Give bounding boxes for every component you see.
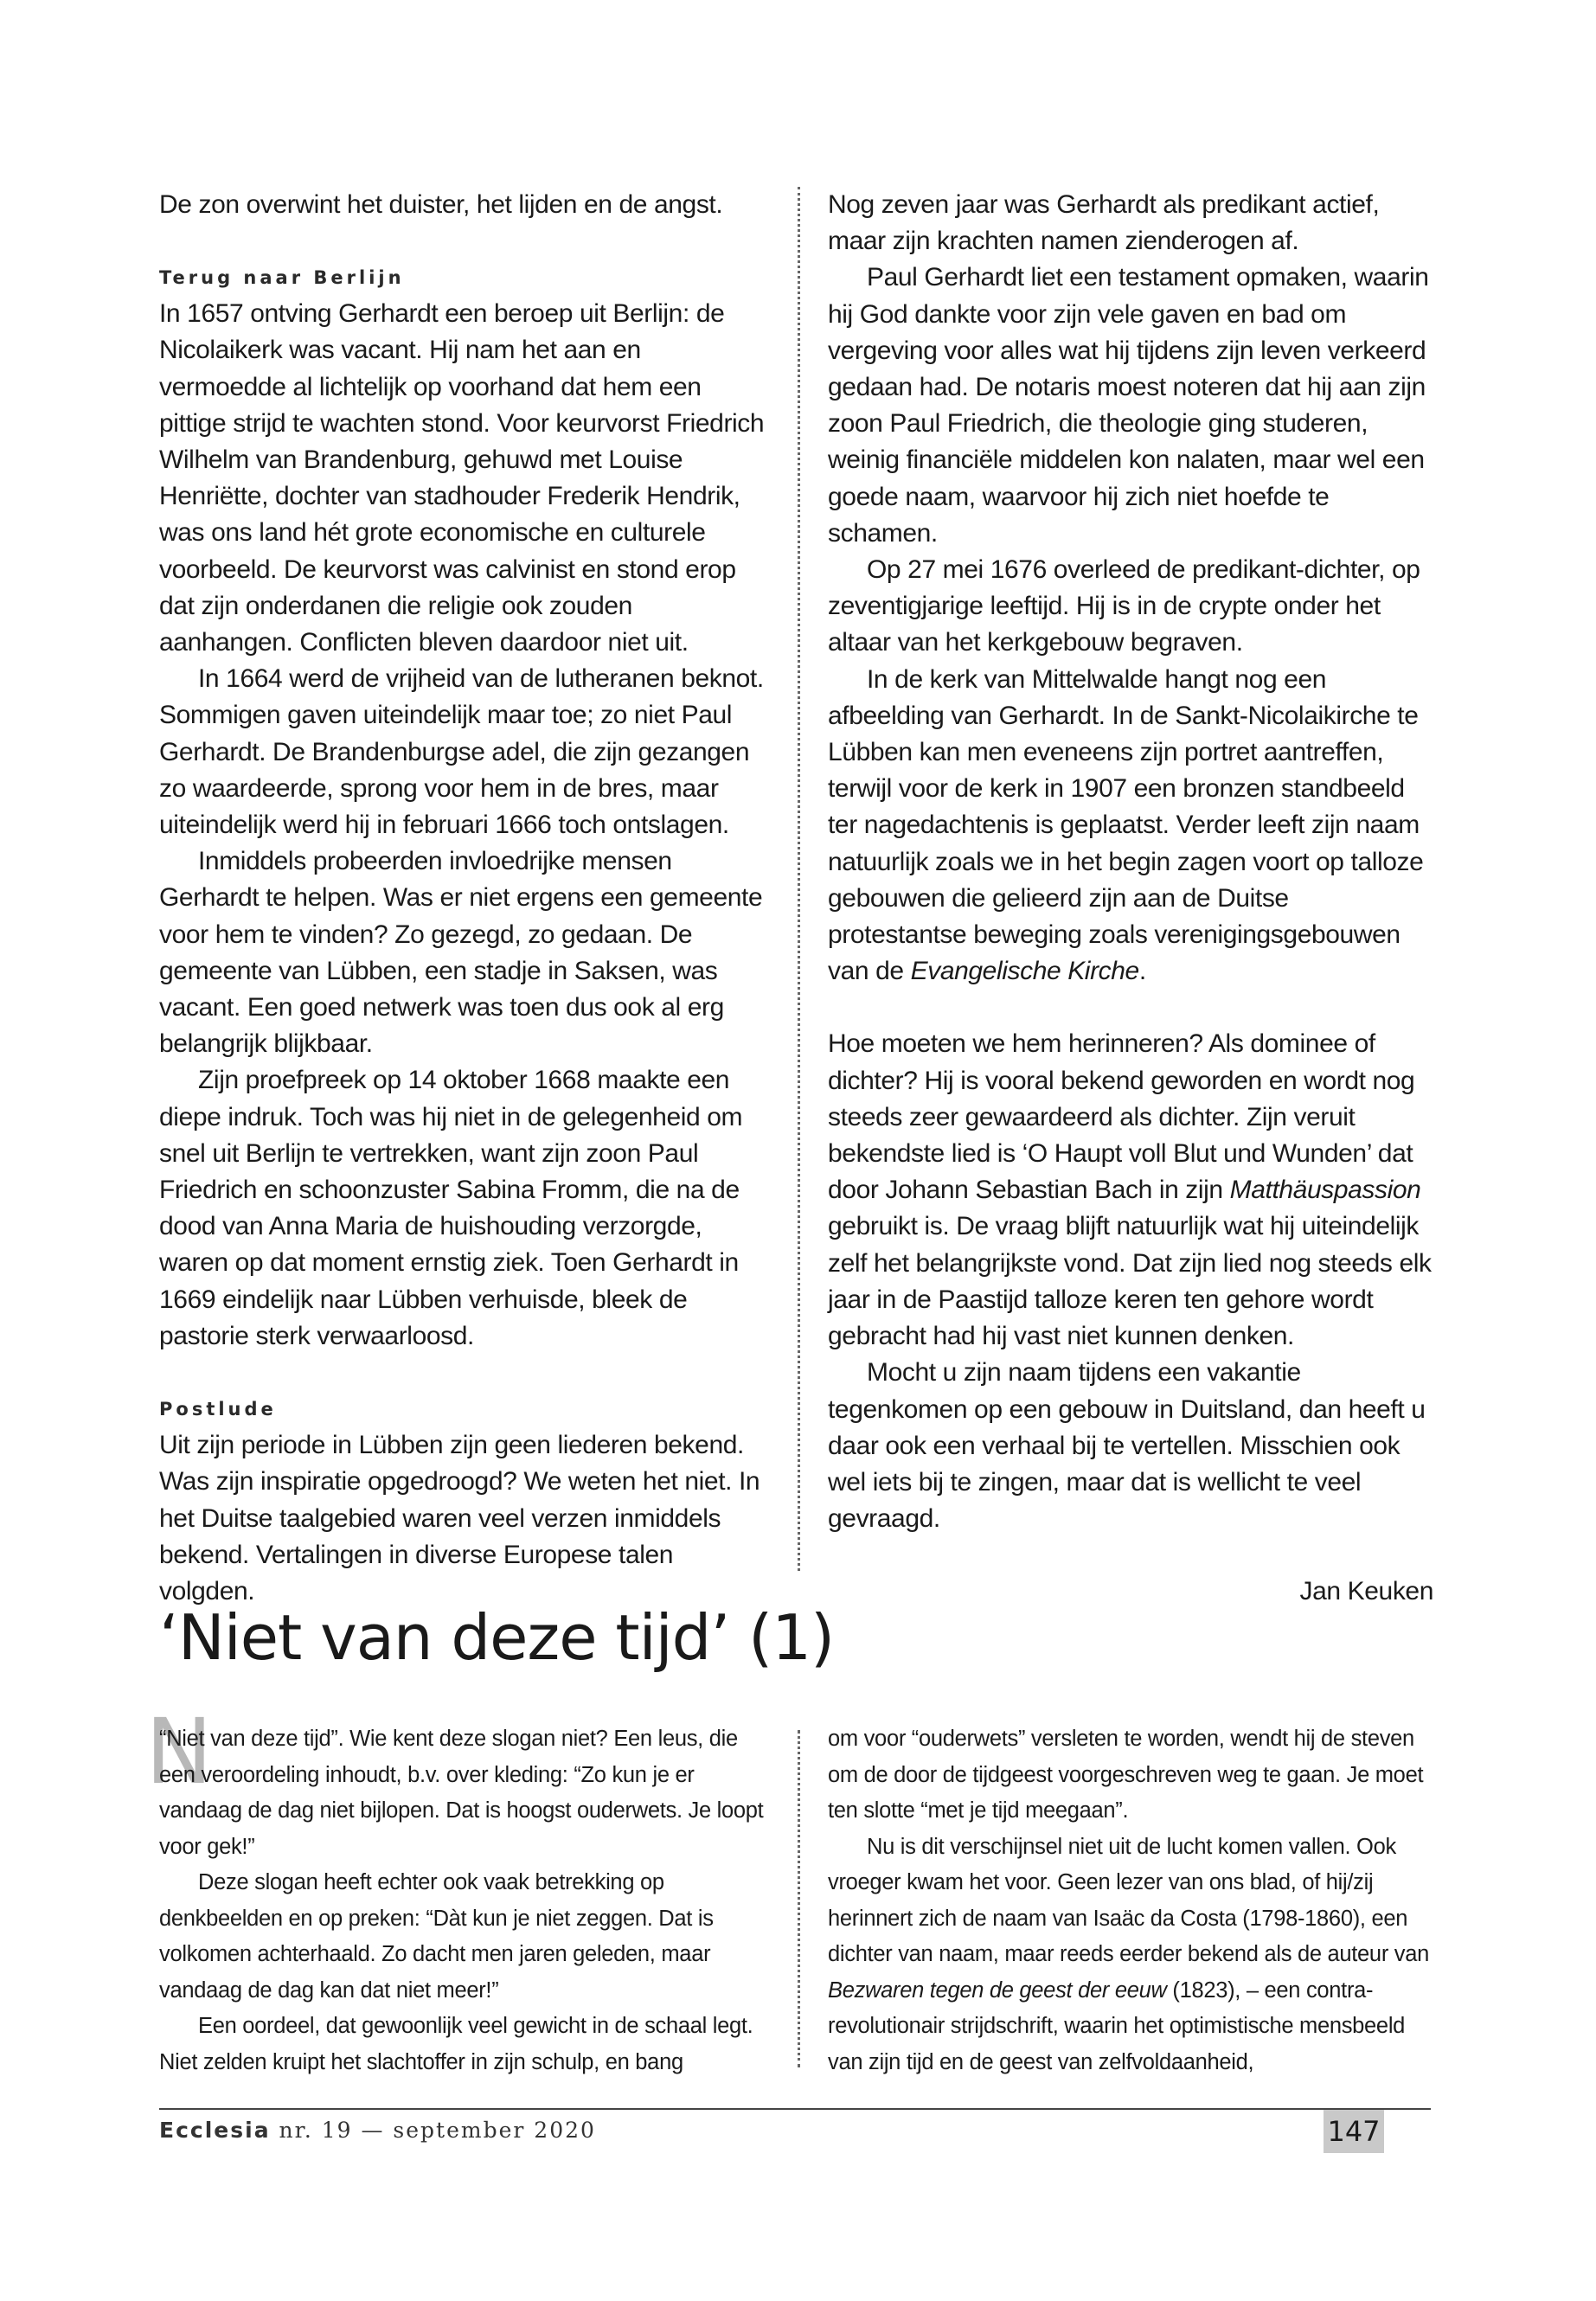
article2-left-column (159, 1721, 770, 2080)
paragraph: Een oordeel, dat gewoonlijk veel gewicht in de schaal legt. Niet zelden kruipt het slachtoffer in zijn schulp, en bang (159, 2014, 753, 2074)
italic-title-matthauspassion: Matthäuspassion (1229, 1176, 1421, 1205)
italic-title-evangelische-kirche: Evangelische Kirche (910, 957, 1139, 986)
column-divider (798, 187, 800, 1571)
paragraph: Zijn proefpreek op 14 oktober 1668 maakte een diepe indruk. Toch was hij niet in de gelegenheid om snel uit Berlijn te vertrekken, want zijn zoon Paul Friedrich en schoonzuster Sabina Fromm, die na de dood van Anna Maria de huishouding verzorgde, waren op dat moment ernstig ziek. Toen Gerhardt in 1669 eindelijk naar Lübben verhuisde, bleek de pastorie sterk verwaarloosd. (159, 1066, 743, 1350)
issue-info: nr. 19 — september 2020 (270, 2118, 596, 2143)
paragraph: Uit zijn periode in Lübben zijn geen liederen bekend. Was zijn inspiratie opgedroogd? We weten het niet. In het Duitse taalgebied waren veel verzen inmiddels bekend. Vertalingen in diverse Europese talen volgden. (159, 1431, 760, 1606)
paragraph (828, 662, 1433, 990)
text-run: Nu is dit verschijnsel niet uit de lucht komen vallen. Ook vroeger kwam het voor. Geen lezer van ons blad, of hij/zij herinnert zich de naam van Isaäc da Costa (1798-1860), een dichter van naam, maar reeds eerder bekend als de auteur van (828, 1834, 1430, 1966)
paragraph (828, 1026, 1433, 1355)
article-title: ‘Niet van deze tijd’ (1) (159, 1601, 835, 1674)
footer-issue-line (159, 2118, 596, 2143)
text-run: In de kerk van Mittelwalde hangt nog een afbeelding van Gerhardt. In de Sankt-Nicolaikirche te Lübben kan men eveneens zijn portret aantreffen, terwijl voor de kerk in 1907 een bronzen standbeeld ter nagedachtenis is geplaatst. Verder leeft zijn naam natuurlijk zoals we in het begin zagen voort op talloze gebouwen die gelieerd zijn aan de Duitse protestantse beweging zoals verenigingsgebouwen van de (828, 664, 1424, 986)
paragraph: De zon overwint het duister, het lijden en de angst. (159, 190, 723, 219)
paragraph: In 1664 werd de vrijheid van de lutheranen beknot. Sommigen gaven uiteindelijk maar toe; zo niet Paul Gerhardt. De Brandenburgse adel, die zijn gezangen zo waardeerde, sprong voor hem in de bres, maar uiteindelijk werd hij in februari 1666 toch ontslagen. (159, 664, 764, 840)
drop-cap: N (145, 1699, 213, 1804)
paragraph: Mocht u zijn naam tijdens een vakantie tegenkomen op een gebouw in Duitsland, dan heeft u daar ook een verhaal bij te vertellen. Misschien ook wel iets bij te zingen, maar dat is wellicht te veel gevraagd. (828, 1358, 1426, 1534)
paragraph: Op 27 mei 1676 overleed de predikant-dichter, op zeventigjarige leeftijd. Hij is in de crypte onder het altaar van het kerkgebouw begraven. (828, 555, 1420, 657)
article2-right-column (828, 1721, 1433, 2080)
text-run: Hoe moeten we hem herinneren? Als dominee of dichter? Hij is vooral bekend geworden en wordt nog steeds zeer gewaardeerd als dichter. Zijn veruit bekendste lied is ‘O Haupt voll Blut und Wunden’ dat door Johann Sebastian Bach in zijn (828, 1029, 1415, 1205)
article1-right-column (828, 187, 1433, 1611)
column-divider (798, 1730, 800, 2067)
paragraph (828, 1830, 1433, 2081)
journal-name: Ecclesia (159, 2118, 271, 2143)
paragraph: In 1657 ontving Gerhardt een beroep uit Berlijn: de Nicolaikerk was vacant. Hij nam het aan en vermoedde al lichtelijk op voorhand dat hem een pittige strijd te wachten stond. Voor keurvorst Friedrich Wilhelm van Brandenburg, gehuwd met Louise Henriëtte, dochter van stadhouder Frederik Hendrik, was ons land hét grote economische en culturele voorbeeld. De keurvorst was calvinist en stond erop dat zijn onderdanen die religie ook zouden aanhangen. Conflicten bleven daardoor niet uit. (159, 299, 765, 657)
text-run: gebruikt is. De vraag blijft natuurlijk wat hij uiteindelijk zelf het belangrijkste vond. Dat zijn lied nog steeds elk jaar in de Paastijd talloze keren ten gehore wordt gebracht had hij vast niet kunnen denken. (828, 1212, 1432, 1351)
footer-rule (159, 2108, 1431, 2110)
paragraph: om voor “ouderwets” versleten te worden, wendt hij de steven om de door de tijdgeest voorgeschreven weg te gaan. Je moet ten slotte “met je tijd meegaan”. (828, 1727, 1424, 1823)
page-number: 147 (1324, 2110, 1384, 2153)
paragraph: “Niet van deze tijd”. Wie kent deze slogan niet? Een leus, die een veroordeling inhoudt, b.v. over kleding: “Zo kun je er vandaag de dag niet bijlopen. Dat is hoogst ouderwets. Je loopt voor gek!” (159, 1727, 764, 1859)
section-heading-postlude: Postlude (159, 1399, 277, 1420)
paragraph: Paul Gerhardt liet een testament opmaken, waarin hij God dankte voor zijn vele gaven en bad om vergeving voor alles wat hij tijdens zijn leven verkeerd gedaan had. De notaris moest noteren dat hij aan zijn zoon Paul Friedrich, die theologie ging studeren, weinig financiële middelen kon nalaten, maar wel een goede naam, waarvoor hij zich niet hoefde te schamen. (828, 263, 1429, 548)
paragraph: Nog zeven jaar was Gerhardt als predikant actief, maar zijn krachten namen zienderogen af. (828, 190, 1380, 256)
article1-left-column (159, 187, 770, 1610)
text-run: . (1138, 957, 1146, 986)
author-signature: Jan Keuken (1299, 1577, 1433, 1606)
paragraph: Deze slogan heeft echter ook vaak betrekking op denkbeelden en op preken: “Dàt kun je niet zeggen. Dat is volkomen achterhaald. Zo dacht men jaren geleden, maar vandaag de dag kan dat niet meer!” (159, 1870, 714, 2003)
section-heading-terug-naar-berlijn: Terug naar Berlijn (159, 267, 405, 289)
paragraph: Inmiddels probeerden invloedrijke mensen Gerhardt te helpen. Was er niet ergens een gemeente voor hem te vinden? Zo gezegd, zo gedaan. De gemeente van Lübben, een stadje in Saksen, was vacant. Een goed netwerk was toen dus ook al erg belangrijk blijkbaar. (159, 847, 763, 1059)
italic-title-bezwaren: Bezwaren tegen de geest der eeuw (828, 1977, 1167, 2003)
text-run: (1823), – een contra-revolutionair strijdschrift, waarin het optimistische mensbeeld van zijn tijd en de geest van zelfvoldaanheid, (828, 1977, 1406, 2074)
